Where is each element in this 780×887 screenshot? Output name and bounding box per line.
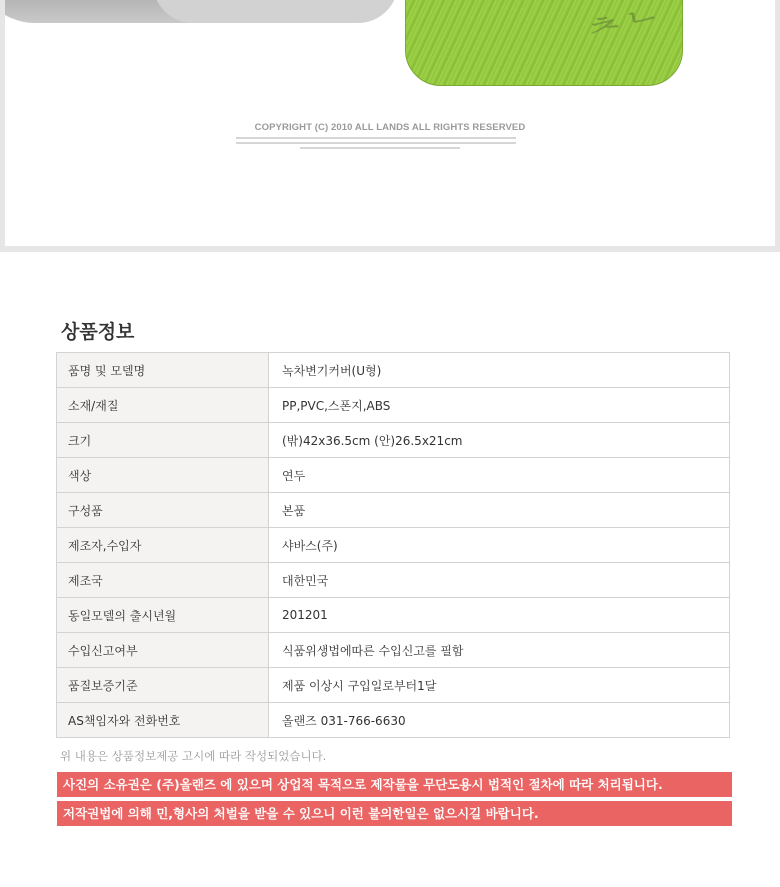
row-value: 식품위생법에따른 수입신고를 필함	[269, 633, 730, 668]
table-row	[57, 598, 730, 633]
row-label: 크기	[57, 423, 269, 458]
table-row	[57, 703, 730, 738]
row-value: 올랜즈 031-766-6630	[269, 703, 730, 738]
fine-print-line	[300, 147, 460, 149]
row-label: 수입신고여부	[57, 633, 269, 668]
table-row	[57, 528, 730, 563]
table-row	[57, 493, 730, 528]
row-value: 녹차변기커버(U형)	[269, 353, 730, 388]
ownership-notice: 사진의 소유권은 (주)올랜즈 에 있으며 상업적 목적으로 제작물을 무단도용시 법적인 절차에 따라 처리됩니다.	[57, 772, 732, 797]
table-row	[57, 563, 730, 598]
row-value: (밖)42x36.5cm (안)26.5x21cm	[269, 423, 730, 458]
table-row	[57, 458, 730, 493]
row-label: 품명 및 모델명	[57, 353, 269, 388]
table-row	[57, 633, 730, 668]
row-value: 201201	[269, 598, 730, 633]
row-value: 본품	[269, 493, 730, 528]
copyright-notice: 저작권법에 의해 민,형사의 처벌을 받을 수 있으니 이런 불의한일은 없으시길 바랍니다.	[57, 801, 732, 826]
row-value: PP,PVC,스폰지,ABS	[269, 388, 730, 423]
row-label: 구성품	[57, 493, 269, 528]
gray-cover-inner	[153, 0, 398, 23]
row-value: 연두	[269, 458, 730, 493]
table-row	[57, 388, 730, 423]
row-label: 동일모델의 출시년월	[57, 598, 269, 633]
product-image	[5, 0, 775, 246]
row-value: 샤바스(주)	[269, 528, 730, 563]
table-row	[57, 423, 730, 458]
section-title: 상품정보	[61, 321, 135, 343]
brand-mark: ᄎᄂ	[582, 2, 668, 64]
row-label: 소재/재질	[57, 388, 269, 423]
row-value: 제품 이상시 구입일로부터1달	[269, 668, 730, 703]
row-label: 품질보증기준	[57, 668, 269, 703]
row-label: 색상	[57, 458, 269, 493]
green-cover-image	[405, 0, 683, 86]
fine-print-line	[236, 137, 516, 139]
table-row	[57, 353, 730, 388]
row-label: 제조자,수입자	[57, 528, 269, 563]
copyright-text: COPYRIGHT (C) 2010 ALL LANDS ALL RIGHTS RESERVED	[254, 122, 526, 133]
product-image-frame	[0, 0, 780, 252]
row-label: 제조국	[57, 563, 269, 598]
row-value: 대한민국	[269, 563, 730, 598]
info-note: 위 내용은 상품정보제공 고시에 따라 작성되었습니다.	[60, 749, 327, 763]
fine-print-line	[236, 142, 516, 144]
product-info-table	[56, 352, 730, 738]
table-row	[57, 668, 730, 703]
row-label: AS책임자와 전화번호	[57, 703, 269, 738]
